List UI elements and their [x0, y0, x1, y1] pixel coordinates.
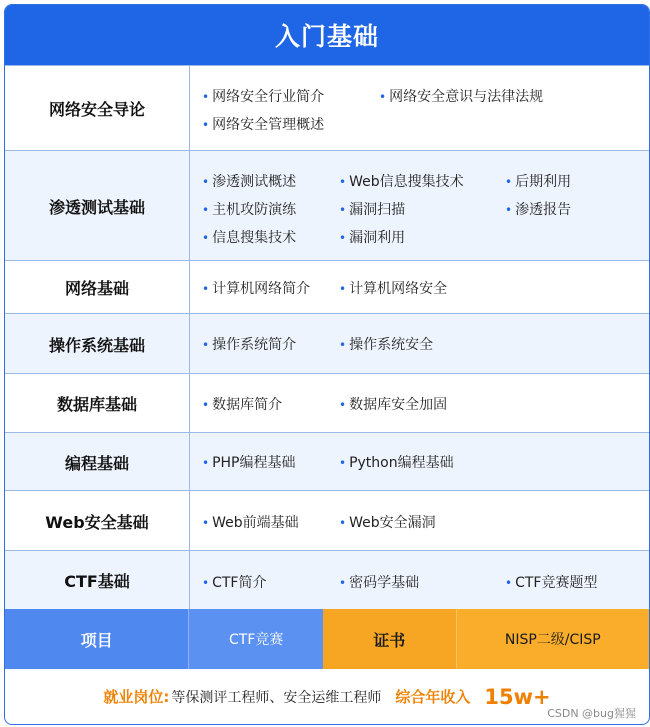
- list-item: • PHP编程基础: [202, 455, 296, 471]
- watermark: CSDN @bug猩猩: [547, 707, 636, 720]
- bullet-icon: •: [339, 338, 347, 352]
- list-item: • 信息搜集技术: [202, 230, 297, 246]
- row-database: [5, 373, 649, 433]
- row-pentest: [5, 150, 649, 261]
- bullet-icon: •: [202, 175, 210, 189]
- list-item: • 网络安全行业简介: [202, 89, 325, 105]
- list-item: • 渗透报告: [505, 202, 572, 218]
- category-label: 网络基础: [5, 261, 190, 314]
- page-title: 入门基础: [5, 5, 649, 65]
- cert-label: 证书: [323, 609, 456, 669]
- bullet-icon: •: [339, 456, 347, 470]
- bullet-icon: •: [339, 516, 347, 530]
- list-item: • Web安全漏洞: [339, 515, 436, 531]
- bullet-icon: •: [505, 576, 513, 590]
- list-item: • 渗透测试概述: [202, 174, 297, 190]
- list-item: • 计算机网络安全: [339, 281, 448, 297]
- category-label: 渗透测试基础: [5, 151, 190, 261]
- list-item: • Web信息搜集技术: [339, 174, 464, 190]
- bullet-icon: •: [202, 516, 210, 530]
- row-web-security: [5, 490, 649, 551]
- row-intro: [5, 65, 649, 151]
- list-item: • 网络安全管理概述: [202, 117, 325, 133]
- row-os: [5, 313, 649, 374]
- bullet-icon: •: [339, 576, 347, 590]
- list-item: • 后期利用: [505, 174, 572, 190]
- bullet-icon: •: [505, 175, 513, 189]
- project-label: 项目: [5, 609, 188, 669]
- project-value: CTF竞赛: [188, 609, 323, 669]
- list-item: • 操作系统安全: [339, 337, 434, 353]
- list-item: • 操作系统简介: [202, 337, 297, 353]
- bullet-icon: •: [339, 175, 347, 189]
- cert-value: NISP二级/CISP: [456, 609, 649, 669]
- bullet-icon: •: [339, 231, 347, 245]
- bullet-icon: •: [202, 231, 210, 245]
- list-item: • CTF简介: [202, 575, 267, 591]
- salary-value: 15w+: [484, 684, 551, 709]
- list-item: • 漏洞利用: [339, 230, 406, 246]
- list-item: • 网络安全意识与法律法规: [379, 89, 544, 105]
- row-network: [5, 260, 649, 314]
- list-item: • 主机攻防演练: [202, 202, 297, 218]
- category-label: 编程基础: [5, 433, 190, 491]
- job-label: 就业岗位:: [103, 688, 170, 706]
- bullet-icon: •: [202, 456, 210, 470]
- list-item: • 密码学基础: [339, 575, 420, 591]
- bullet-icon: •: [339, 203, 347, 217]
- bullet-icon: •: [202, 203, 210, 217]
- bullet-icon: •: [339, 398, 347, 412]
- salary-label: 综合年收入: [395, 688, 471, 706]
- row-programming: [5, 432, 649, 491]
- list-item: • CTF竞赛题型: [505, 575, 598, 591]
- category-label: CTF基础: [5, 551, 190, 610]
- list-item: • 数据库安全加固: [339, 397, 448, 413]
- category-label: Web安全基础: [5, 491, 190, 551]
- list-item: • 数据库简介: [202, 397, 283, 413]
- bullet-icon: •: [202, 90, 210, 104]
- list-item: • Web前端基础: [202, 515, 299, 531]
- category-label: 数据库基础: [5, 374, 190, 433]
- job-list: 等保测评工程师、安全运维工程师: [171, 689, 382, 706]
- category-label: 网络安全导论: [5, 66, 190, 151]
- bullet-icon: •: [202, 282, 210, 296]
- bullet-icon: •: [379, 90, 387, 104]
- bullet-icon: •: [505, 203, 513, 217]
- bullet-icon: •: [339, 282, 347, 296]
- list-item: • Python编程基础: [339, 455, 454, 471]
- list-item: • 计算机网络简介: [202, 281, 311, 297]
- bullet-icon: •: [202, 398, 210, 412]
- footer-grid: [5, 609, 649, 669]
- list-item: • 漏洞扫描: [339, 202, 406, 218]
- course-card: [4, 4, 650, 725]
- row-ctf: [5, 550, 649, 610]
- category-label: 操作系统基础: [5, 314, 190, 374]
- bullet-icon: •: [202, 576, 210, 590]
- bullet-icon: •: [202, 338, 210, 352]
- bullet-icon: •: [202, 118, 210, 132]
